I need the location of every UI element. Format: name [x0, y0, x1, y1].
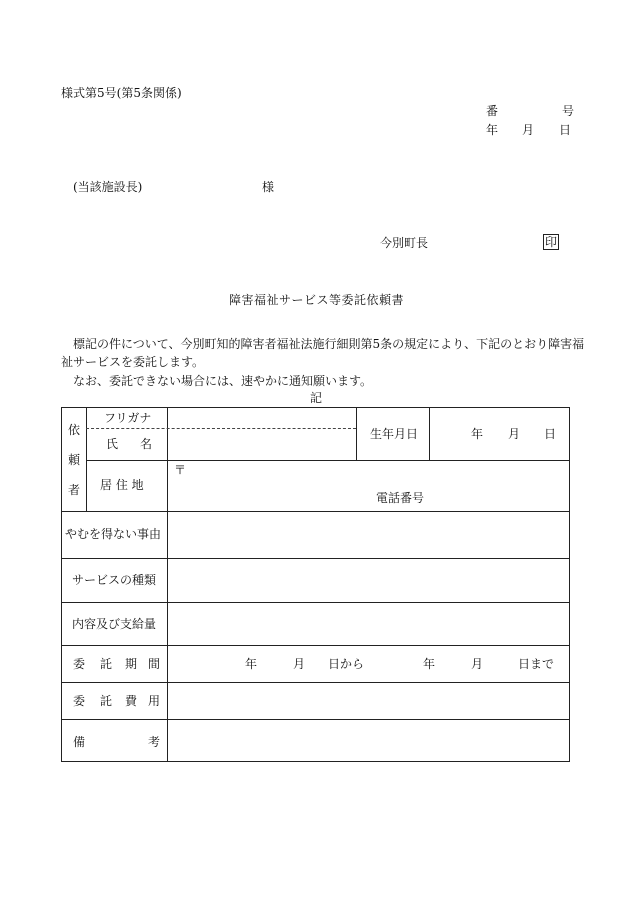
divider	[429, 408, 430, 460]
content-label: 内容及び支給量	[72, 617, 157, 631]
name-label-1: 氏	[106, 437, 119, 451]
divider	[62, 511, 570, 512]
requester-label-1: 依	[68, 423, 81, 437]
cost-label-3: 費	[125, 694, 138, 708]
cost-label-2: 託	[100, 694, 113, 708]
period-label-3: 期	[125, 657, 138, 671]
period-from-day: 日から	[328, 657, 365, 671]
remarks-label-1: 備	[73, 735, 86, 749]
furigana-separator	[86, 428, 356, 429]
phone-label: 電話番号	[376, 491, 425, 505]
requester-label-3: 者	[68, 483, 81, 497]
request-table	[61, 407, 570, 762]
service-type-label: サービスの種類	[72, 573, 157, 587]
addressee-name: (当該施設長)	[73, 180, 143, 194]
divider	[62, 719, 570, 720]
postal-mark: 〒	[174, 463, 187, 477]
ki-marker: 記	[310, 391, 323, 405]
body-line-2: 祉サービスを委託します。	[61, 355, 205, 369]
divider	[62, 558, 570, 559]
period-label-1: 委	[73, 657, 86, 671]
number-prefix: 番	[486, 104, 499, 118]
divider	[86, 460, 570, 461]
birth-year: 年	[471, 427, 484, 441]
period-to-month: 月	[471, 657, 484, 671]
date-day: 日	[559, 123, 572, 137]
requester-label-2: 頼	[68, 453, 81, 467]
number-suffix: 号	[562, 104, 575, 118]
birth-date-label: 生年月日	[370, 427, 419, 441]
furigana-label: フリガナ	[104, 411, 152, 425]
divider	[62, 682, 570, 683]
sender-title: 今別町長	[380, 236, 429, 250]
form-number: 様式第5号(第5条関係)	[61, 86, 182, 100]
reason-label: やむを得ない事由	[65, 527, 162, 541]
seal-mark: 印	[544, 235, 557, 249]
period-from-month: 月	[293, 657, 306, 671]
date-month: 月	[522, 123, 535, 137]
remarks-label-2: 考	[148, 735, 161, 749]
cost-label-4: 用	[148, 694, 161, 708]
divider	[356, 408, 357, 460]
date-year: 年	[486, 123, 499, 137]
period-label-2: 託	[100, 657, 113, 671]
divider	[62, 645, 570, 646]
name-label-2: 名	[140, 437, 153, 451]
document-title: 障害福祉サービス等委託依頼書	[229, 293, 405, 307]
period-to-day: 日まで	[518, 657, 555, 671]
divider	[167, 408, 168, 762]
address-label: 居 住 地	[100, 478, 144, 492]
divider	[62, 602, 570, 603]
period-from-year: 年	[245, 657, 258, 671]
period-to-year: 年	[423, 657, 436, 671]
cost-label-1: 委	[73, 694, 86, 708]
body-line-1: 標記の件について、今別町知的障害者福祉法施行細則第5条の規定により、下記のとおり障害福	[73, 337, 585, 351]
period-label-4: 間	[148, 657, 161, 671]
addressee-honorific: 様	[262, 180, 275, 194]
birth-day: 日	[544, 427, 557, 441]
birth-month: 月	[508, 427, 521, 441]
body-line-3: なお、委託できない場合には、速やかに通知願います。	[73, 374, 373, 388]
